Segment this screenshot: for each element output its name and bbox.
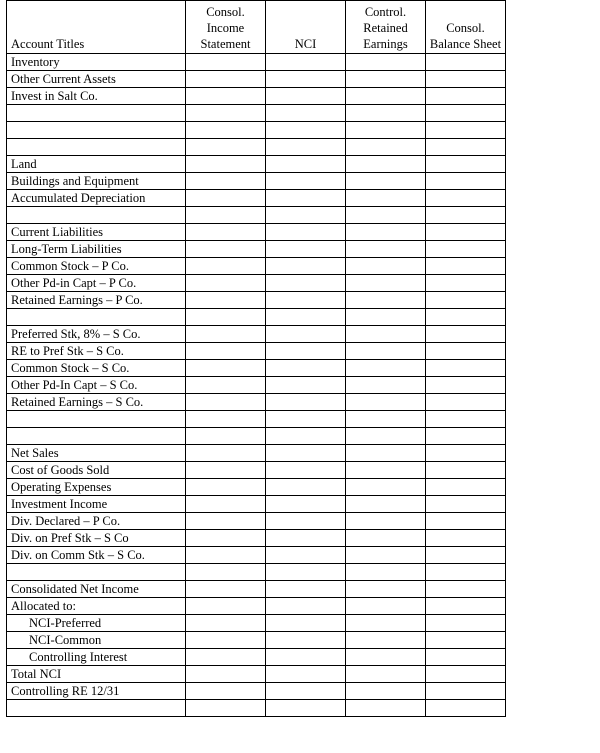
nci-cell[interactable] [266,309,346,326]
consol-balance-sheet-cell[interactable] [426,326,506,343]
table-row [7,377,506,394]
table-row [7,292,506,309]
control-retained-earnings-cell[interactable] [346,411,426,428]
consol-balance-sheet-cell[interactable] [426,224,506,241]
consol-balance-sheet-cell[interactable] [426,666,506,683]
account-title-label: Common Stock – S Co. [11,361,130,375]
consol-income-statement-cell[interactable] [186,207,266,224]
consol-income-statement-cell[interactable] [186,241,266,258]
account-title-cell [7,547,186,564]
account-title-cell [7,683,186,700]
account-title-cell [7,292,186,309]
consol-balance-sheet-cell[interactable] [426,190,506,207]
account-title-cell [7,275,186,292]
nci-cell[interactable] [266,530,346,547]
account-title-cell [7,513,186,530]
control-retained-earnings-cell[interactable] [346,496,426,513]
consol-balance-sheet-cell[interactable] [426,649,506,666]
table-row [7,139,506,156]
control-retained-earnings-cell[interactable] [346,445,426,462]
consol-income-statement-cell[interactable] [186,445,266,462]
consol-balance-sheet-cell[interactable] [426,462,506,479]
nci-cell[interactable] [266,632,346,649]
consol-balance-sheet-cell[interactable] [426,71,506,88]
consol-balance-sheet-cell[interactable] [426,581,506,598]
table-row [7,360,506,377]
account-title-label: Cost of Goods Sold [11,463,110,477]
consol-balance-sheet-cell[interactable] [426,258,506,275]
consol-balance-sheet-cell[interactable] [426,377,506,394]
consol-balance-sheet-cell[interactable] [426,139,506,156]
account-title-cell [7,666,186,683]
consol-income-statement-cell[interactable] [186,547,266,564]
consol-income-statement-cell[interactable] [186,71,266,88]
nci-cell[interactable] [266,496,346,513]
nci-cell[interactable] [266,343,346,360]
control-retained-earnings-cell[interactable] [346,207,426,224]
consol-balance-sheet-cell[interactable] [426,241,506,258]
table-row [7,71,506,88]
table-row [7,275,506,292]
control-retained-earnings-cell[interactable] [346,428,426,445]
consol-balance-sheet-cell[interactable] [426,598,506,615]
consol-income-statement-cell[interactable] [186,632,266,649]
consol-income-statement-cell[interactable] [186,139,266,156]
account-title-cell [7,156,186,173]
nci-cell[interactable] [266,122,346,139]
consol-income-statement-cell[interactable] [186,700,266,717]
nci-cell[interactable] [266,139,346,156]
nci-cell[interactable] [266,360,346,377]
table-row [7,224,506,241]
consol-income-statement-cell[interactable] [186,598,266,615]
nci-cell[interactable] [266,71,346,88]
control-retained-earnings-cell[interactable] [346,666,426,683]
table-row [7,615,506,632]
nci-cell[interactable] [266,615,346,632]
table-row [7,632,506,649]
table-row [7,190,506,207]
account-title-label: Investment Income [11,497,108,511]
consol-balance-sheet-cell[interactable] [426,513,506,530]
account-title-cell [7,360,186,377]
control-retained-earnings-cell[interactable] [346,71,426,88]
account-title-label: NCI-Common [29,633,102,647]
account-title-label: Long-Term Liabilities [11,242,122,256]
consol-balance-sheet-cell[interactable] [426,292,506,309]
consol-balance-sheet-cell[interactable] [426,615,506,632]
consol-balance-sheet-cell[interactable] [426,275,506,292]
account-title-cell [7,462,186,479]
header-row [7,1,506,54]
account-title-label: Current Liabilities [11,225,103,239]
nci-cell[interactable] [266,88,346,105]
table-row [7,666,506,683]
consolidation-worksheet-table [6,0,506,717]
consol-income-statement-cell[interactable] [186,530,266,547]
consol-income-statement-cell[interactable] [186,173,266,190]
account-title-label: Inventory [11,55,60,69]
nci-cell[interactable] [266,479,346,496]
table-row [7,598,506,615]
account-title-cell [7,207,186,224]
consol-income-statement-cell[interactable] [186,581,266,598]
table-row [7,105,506,122]
account-title-cell [7,326,186,343]
control-retained-earnings-cell[interactable] [346,173,426,190]
consol-balance-sheet-cell[interactable] [426,700,506,717]
consol-balance-sheet-cell[interactable] [426,530,506,547]
consol-income-statement-cell[interactable] [186,683,266,700]
account-title-cell [7,615,186,632]
consol-balance-sheet-cell[interactable] [426,360,506,377]
header-nci: NCI [266,1,346,54]
bottom-rule [6,716,505,717]
nci-cell[interactable] [266,547,346,564]
table-row [7,479,506,496]
nci-cell[interactable] [266,258,346,275]
account-title-label: Net Sales [11,446,59,460]
consol-balance-sheet-cell[interactable] [426,632,506,649]
consol-income-statement-cell[interactable] [186,105,266,122]
control-retained-earnings-cell[interactable] [346,224,426,241]
account-title-cell [7,105,186,122]
consol-balance-sheet-cell[interactable] [426,479,506,496]
consol-income-statement-cell[interactable] [186,564,266,581]
control-retained-earnings-cell[interactable] [346,479,426,496]
consol-income-statement-cell[interactable] [186,411,266,428]
account-title-label: Land [11,157,37,171]
account-title-cell [7,700,186,717]
account-title-label: Invest in Salt Co. [11,89,98,103]
account-title-cell [7,581,186,598]
nci-cell[interactable] [266,649,346,666]
account-title-cell [7,649,186,666]
control-retained-earnings-cell[interactable] [346,598,426,615]
header-account-titles: Account Titles [7,1,186,54]
control-retained-earnings-cell[interactable] [346,377,426,394]
control-retained-earnings-cell[interactable] [346,530,426,547]
account-title-label: Preferred Stk, 8% – S Co. [11,327,141,341]
consol-balance-sheet-cell[interactable] [426,207,506,224]
account-title-label: Total NCI [11,667,62,681]
account-title-label: NCI-Preferred [29,616,102,630]
consol-income-statement-cell[interactable] [186,343,266,360]
consol-income-statement-cell[interactable] [186,428,266,445]
consol-income-statement-cell[interactable] [186,666,266,683]
consol-income-statement-cell[interactable] [186,513,266,530]
table-row [7,428,506,445]
nci-cell[interactable] [266,666,346,683]
account-title-label: RE to Pref Stk – S Co. [11,344,124,358]
control-retained-earnings-cell[interactable] [346,190,426,207]
account-title-cell [7,564,186,581]
consol-balance-sheet-cell[interactable] [426,496,506,513]
account-title-cell [7,309,186,326]
control-retained-earnings-cell[interactable] [346,258,426,275]
control-retained-earnings-cell[interactable] [346,343,426,360]
control-retained-earnings-cell[interactable] [346,615,426,632]
account-title-cell [7,71,186,88]
account-title-cell [7,632,186,649]
nci-cell[interactable] [266,445,346,462]
account-title-label: Other Pd-in Capt – P Co. [11,276,137,290]
account-title-cell [7,139,186,156]
account-title-cell [7,190,186,207]
account-title-cell [7,411,186,428]
account-title-label: Consolidated Net Income [11,582,139,596]
nci-cell[interactable] [266,462,346,479]
nci-cell[interactable] [266,394,346,411]
account-title-cell [7,530,186,547]
table-row [7,547,506,564]
consol-balance-sheet-cell[interactable] [426,122,506,139]
account-title-cell [7,394,186,411]
consol-balance-sheet-cell[interactable] [426,173,506,190]
nci-cell[interactable] [266,683,346,700]
account-title-cell [7,122,186,139]
nci-cell[interactable] [266,292,346,309]
table-row [7,530,506,547]
table-row [7,700,506,717]
consol-income-statement-cell[interactable] [186,190,266,207]
account-title-cell [7,598,186,615]
consol-income-statement-cell[interactable] [186,496,266,513]
nci-cell[interactable] [266,581,346,598]
account-title-cell [7,241,186,258]
account-title-cell [7,428,186,445]
consol-income-statement-cell[interactable] [186,377,266,394]
table-row [7,122,506,139]
account-title-cell [7,224,186,241]
account-title-cell [7,54,186,71]
nci-cell[interactable] [266,564,346,581]
consol-balance-sheet-cell[interactable] [426,547,506,564]
control-retained-earnings-cell[interactable] [346,105,426,122]
account-title-cell [7,496,186,513]
nci-cell[interactable] [266,377,346,394]
consol-balance-sheet-cell[interactable] [426,445,506,462]
table-row [7,513,506,530]
account-title-label: Buildings and Equipment [11,174,139,188]
nci-cell[interactable] [266,207,346,224]
consol-income-statement-cell[interactable] [186,309,266,326]
consol-income-statement-cell[interactable] [186,54,266,71]
nci-cell[interactable] [266,428,346,445]
table-row [7,309,506,326]
nci-cell[interactable] [266,411,346,428]
account-title-label: Accumulated Depreciation [11,191,146,205]
table-row [7,241,506,258]
nci-cell[interactable] [266,598,346,615]
consol-balance-sheet-cell[interactable] [426,54,506,71]
consol-balance-sheet-cell[interactable] [426,394,506,411]
table-row [7,411,506,428]
consol-income-statement-cell[interactable] [186,292,266,309]
table-row [7,258,506,275]
account-title-label: Div. on Pref Stk – S Co [11,531,129,545]
account-title-cell [7,173,186,190]
control-retained-earnings-cell[interactable] [346,122,426,139]
nci-cell[interactable] [266,241,346,258]
table-row [7,394,506,411]
consol-balance-sheet-cell[interactable] [426,683,506,700]
consol-income-statement-cell[interactable] [186,360,266,377]
account-title-cell [7,88,186,105]
control-retained-earnings-cell[interactable] [346,649,426,666]
table-row [7,564,506,581]
consol-balance-sheet-cell[interactable] [426,428,506,445]
consol-income-statement-cell[interactable] [186,224,266,241]
nci-cell[interactable] [266,513,346,530]
account-title-label: Retained Earnings – S Co. [11,395,144,409]
header-consol-balance-sheet: Consol. Balance Sheet [426,1,506,54]
nci-cell[interactable] [266,326,346,343]
account-title-label: Other Pd-In Capt – S Co. [11,378,138,392]
table-row [7,207,506,224]
consol-income-statement-cell[interactable] [186,615,266,632]
header-consol-income-statement: Consol. Income Statement [186,1,266,54]
consol-balance-sheet-cell[interactable] [426,105,506,122]
control-retained-earnings-cell[interactable] [346,241,426,258]
consol-income-statement-cell[interactable] [186,258,266,275]
control-retained-earnings-cell[interactable] [346,309,426,326]
nci-cell[interactable] [266,224,346,241]
table-row [7,445,506,462]
account-title-label: Allocated to: [11,599,76,613]
nci-cell[interactable] [266,275,346,292]
table-row [7,326,506,343]
consol-balance-sheet-cell[interactable] [426,309,506,326]
consol-income-statement-cell[interactable] [186,88,266,105]
worksheet-body [7,54,506,717]
control-retained-earnings-cell[interactable] [346,360,426,377]
consol-income-statement-cell[interactable] [186,156,266,173]
table-row [7,496,506,513]
nci-cell[interactable] [266,173,346,190]
control-retained-earnings-cell[interactable] [346,581,426,598]
consol-balance-sheet-cell[interactable] [426,564,506,581]
table-row [7,88,506,105]
account-title-label: Controlling RE 12/31 [11,684,120,698]
control-retained-earnings-cell[interactable] [346,547,426,564]
account-title-label: Other Current Assets [11,72,116,86]
control-retained-earnings-cell[interactable] [346,683,426,700]
header-control-retained-earnings: Control. Retained Earnings [346,1,426,54]
table-row [7,343,506,360]
account-title-cell [7,479,186,496]
consol-income-statement-cell[interactable] [186,479,266,496]
table-row [7,649,506,666]
account-title-cell [7,445,186,462]
table-row [7,173,506,190]
table-row [7,54,506,71]
nci-cell[interactable] [266,156,346,173]
control-retained-earnings-cell[interactable] [346,394,426,411]
consol-income-statement-cell[interactable] [186,275,266,292]
control-retained-earnings-cell[interactable] [346,632,426,649]
consol-balance-sheet-cell[interactable] [426,343,506,360]
account-title-cell [7,343,186,360]
control-retained-earnings-cell[interactable] [346,292,426,309]
account-title-label: Div. Declared – P Co. [11,514,121,528]
control-retained-earnings-cell[interactable] [346,513,426,530]
table-row [7,156,506,173]
account-title-cell [7,258,186,275]
table-row [7,683,506,700]
control-retained-earnings-cell[interactable] [346,700,426,717]
nci-cell[interactable] [266,700,346,717]
control-retained-earnings-cell[interactable] [346,564,426,581]
consol-balance-sheet-cell[interactable] [426,156,506,173]
account-title-label: Retained Earnings – P Co. [11,293,143,307]
control-retained-earnings-cell[interactable] [346,139,426,156]
nci-cell[interactable] [266,105,346,122]
consol-balance-sheet-cell[interactable] [426,88,506,105]
nci-cell[interactable] [266,54,346,71]
consol-income-statement-cell[interactable] [186,326,266,343]
account-title-cell [7,377,186,394]
nci-cell[interactable] [266,190,346,207]
account-title-label: Div. on Comm Stk – S Co. [11,548,145,562]
account-title-label: Controlling Interest [29,650,128,664]
control-retained-earnings-cell[interactable] [346,54,426,71]
control-retained-earnings-cell[interactable] [346,88,426,105]
control-retained-earnings-cell[interactable] [346,462,426,479]
table-row [7,462,506,479]
account-title-label: Operating Expenses [11,480,112,494]
consol-income-statement-cell[interactable] [186,462,266,479]
account-title-label: Common Stock – P Co. [11,259,129,273]
consol-income-statement-cell[interactable] [186,122,266,139]
control-retained-earnings-cell[interactable] [346,156,426,173]
control-retained-earnings-cell[interactable] [346,326,426,343]
consol-balance-sheet-cell[interactable] [426,411,506,428]
consol-income-statement-cell[interactable] [186,394,266,411]
consol-income-statement-cell[interactable] [186,649,266,666]
control-retained-earnings-cell[interactable] [346,275,426,292]
table-row [7,581,506,598]
